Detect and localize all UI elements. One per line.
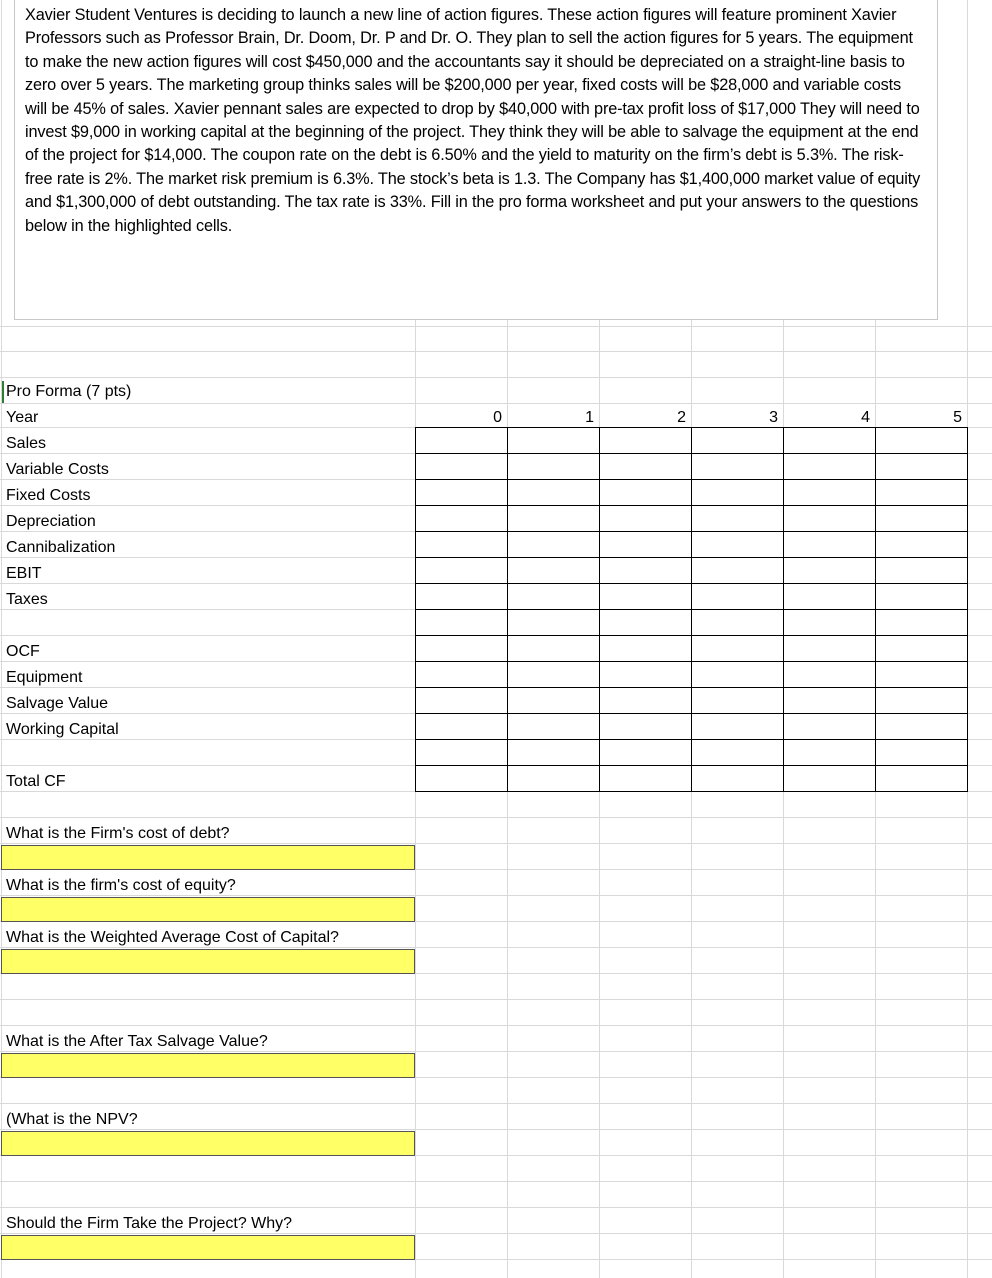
pf-cell-fixed-costs-year-5[interactable] xyxy=(875,479,968,506)
row-label-sales: Sales xyxy=(6,435,47,452)
year-4: 4 xyxy=(861,409,870,426)
answer-after-tax-salvage[interactable] xyxy=(1,1053,415,1078)
pf-cell-cannibalization-year-3[interactable] xyxy=(691,531,784,558)
year-2: 2 xyxy=(677,409,686,426)
pf-cell-salvage-value-year-4[interactable] xyxy=(783,687,876,714)
pf-cell-depreciation-year-4[interactable] xyxy=(783,505,876,532)
row-label-total-cf: Total CF xyxy=(6,773,66,790)
pf-cell-sales-year-0[interactable] xyxy=(415,427,508,454)
question-after-tax-salvage: What is the After Tax Salvage Value? xyxy=(6,1033,268,1050)
row-label-variable-costs: Variable Costs xyxy=(6,461,109,478)
pf-cell-cannibalization-year-5[interactable] xyxy=(875,531,968,558)
pf-cell-ebit-year-0[interactable] xyxy=(415,557,508,584)
problem-text-box[interactable] xyxy=(14,0,938,320)
pf-cell-cannibalization-year-1[interactable] xyxy=(507,531,600,558)
pf-cell-total-cf-year-1[interactable] xyxy=(507,765,600,792)
pf-cell-sales-year-3[interactable] xyxy=(691,427,784,454)
answer-take-project[interactable] xyxy=(1,1235,415,1260)
row-label-working-capital: Working Capital xyxy=(6,721,119,738)
pf-cell-fixed-costs-year-0[interactable] xyxy=(415,479,508,506)
pf-cell-ebit-year-1[interactable] xyxy=(507,557,600,584)
pf-cell-variable-costs-year-4[interactable] xyxy=(783,453,876,480)
pf-cell-depreciation-year-2[interactable] xyxy=(599,505,692,532)
pf-cell-salvage-value-year-5[interactable] xyxy=(875,687,968,714)
pf-cell-ocf-year-1[interactable] xyxy=(507,635,600,662)
pf-cell-salvage-value-year-1[interactable] xyxy=(507,687,600,714)
pf-cell-equipment-year-3[interactable] xyxy=(691,661,784,688)
pf-cell-blank2-year-4[interactable] xyxy=(783,739,876,766)
row-label-ocf: OCF xyxy=(6,643,40,660)
pf-cell-working-capital-year-5[interactable] xyxy=(875,713,968,740)
pf-cell-variable-costs-year-3[interactable] xyxy=(691,453,784,480)
pf-cell-equipment-year-0[interactable] xyxy=(415,661,508,688)
pf-cell-ocf-year-4[interactable] xyxy=(783,635,876,662)
pf-cell-salvage-value-year-2[interactable] xyxy=(599,687,692,714)
pf-cell-working-capital-year-0[interactable] xyxy=(415,713,508,740)
pro-forma-grid xyxy=(415,427,967,793)
pf-cell-ocf-year-5[interactable] xyxy=(875,635,968,662)
pf-cell-ocf-year-0[interactable] xyxy=(415,635,508,662)
pf-cell-sales-year-2[interactable] xyxy=(599,427,692,454)
pf-cell-fixed-costs-year-2[interactable] xyxy=(599,479,692,506)
pf-cell-depreciation-year-0[interactable] xyxy=(415,505,508,532)
pf-cell-ebit-year-3[interactable] xyxy=(691,557,784,584)
pf-cell-salvage-value-year-3[interactable] xyxy=(691,687,784,714)
row-label-depreciation: Depreciation xyxy=(6,513,96,530)
year-1: 1 xyxy=(585,409,594,426)
pf-cell-blank2-year-5[interactable] xyxy=(875,739,968,766)
question-take-project: Should the Firm Take the Project? Why? xyxy=(6,1215,293,1232)
pf-cell-blank1-year-1[interactable] xyxy=(507,609,600,636)
pf-cell-sales-year-5[interactable] xyxy=(875,427,968,454)
pf-cell-depreciation-year-3[interactable] xyxy=(691,505,784,532)
pf-cell-ocf-year-3[interactable] xyxy=(691,635,784,662)
pf-cell-blank2-year-0[interactable] xyxy=(415,739,508,766)
pf-cell-cannibalization-year-0[interactable] xyxy=(415,531,508,558)
selected-cell-marker xyxy=(2,381,4,403)
question-npv: (What is the NPV? xyxy=(6,1111,138,1128)
question-wacc: What is the Weighted Average Cost of Capital? xyxy=(6,929,339,946)
problem-statement: Xavier Student Ventures is deciding to launch a new line of action figures. These action figures will feature prominent Xavier Professors such as Professor Brain, Dr. Doom, Dr. P and Dr. O. They plan to sell the action figures for 5 years. The equipment to make the new action figures will cost $450,000 and the accountants say it should be depreciated on a straight-line basis to zero over 5 years. The marketing group thinks sales will be $200,000 per year, fixed costs will be $28,000 and variable costs will be 45% of sales. Xavier pennant sales are expected to drop by $40,000 with pre-tax profit loss of $17,000 They will need to invest $9,000 in working capital at the beginning of the project. They think they will be able to salvage the equipment at the end of the project for $14,000. The coupon rate on the debt is 6.50% and the yield to maturity on the firm’s debt is 5.3%. The risk-free rate is 2%. The market risk premium is 6.3%. The stock’s beta is 1.3. The Company has $1,400,000 market value of equity and $1,300,000 of debt outstanding. The tax rate is 33%. Fill in the pro forma worksheet and put your answers to the questions below in the highlighted cells. xyxy=(25,6,921,235)
pf-cell-blank1-year-2[interactable] xyxy=(599,609,692,636)
pf-cell-working-capital-year-2[interactable] xyxy=(599,713,692,740)
pf-cell-depreciation-year-1[interactable] xyxy=(507,505,600,532)
pf-cell-taxes-year-1[interactable] xyxy=(507,583,600,610)
pf-cell-ebit-year-2[interactable] xyxy=(599,557,692,584)
pf-cell-fixed-costs-year-1[interactable] xyxy=(507,479,600,506)
pf-cell-fixed-costs-year-3[interactable] xyxy=(691,479,784,506)
pf-cell-total-cf-year-5[interactable] xyxy=(875,765,968,792)
pf-cell-total-cf-year-4[interactable] xyxy=(783,765,876,792)
pf-cell-taxes-year-2[interactable] xyxy=(599,583,692,610)
pf-cell-blank2-year-3[interactable] xyxy=(691,739,784,766)
pf-cell-variable-costs-year-1[interactable] xyxy=(507,453,600,480)
pf-cell-variable-costs-year-0[interactable] xyxy=(415,453,508,480)
pf-cell-blank1-year-5[interactable] xyxy=(875,609,968,636)
pf-cell-ocf-year-2[interactable] xyxy=(599,635,692,662)
pf-cell-equipment-year-5[interactable] xyxy=(875,661,968,688)
pro-forma-title: Pro Forma (7 pts) xyxy=(6,383,132,400)
pf-cell-working-capital-year-1[interactable] xyxy=(507,713,600,740)
pf-cell-taxes-year-4[interactable] xyxy=(783,583,876,610)
pf-cell-equipment-year-2[interactable] xyxy=(599,661,692,688)
pf-cell-blank2-year-1[interactable] xyxy=(507,739,600,766)
row-label-salvage-value: Salvage Value xyxy=(6,695,108,712)
answer-cost-of-equity[interactable] xyxy=(1,897,415,922)
row-label-taxes: Taxes xyxy=(6,591,48,608)
answer-cost-of-debt[interactable] xyxy=(1,845,415,870)
question-cost-of-debt: What is the Firm's cost of debt? xyxy=(6,825,230,842)
question-cost-of-equity: What is the firm's cost of equity? xyxy=(6,877,236,894)
pf-cell-salvage-value-year-0[interactable] xyxy=(415,687,508,714)
pf-cell-depreciation-year-5[interactable] xyxy=(875,505,968,532)
year-5: 5 xyxy=(953,409,962,426)
pf-cell-equipment-year-1[interactable] xyxy=(507,661,600,688)
pf-cell-taxes-year-5[interactable] xyxy=(875,583,968,610)
pf-cell-variable-costs-year-2[interactable] xyxy=(599,453,692,480)
pf-cell-variable-costs-year-5[interactable] xyxy=(875,453,968,480)
pf-cell-sales-year-1[interactable] xyxy=(507,427,600,454)
pf-cell-fixed-costs-year-4[interactable] xyxy=(783,479,876,506)
pf-cell-working-capital-year-4[interactable] xyxy=(783,713,876,740)
year-0: 0 xyxy=(493,409,502,426)
pf-cell-working-capital-year-3[interactable] xyxy=(691,713,784,740)
pf-cell-cannibalization-year-4[interactable] xyxy=(783,531,876,558)
answer-npv[interactable] xyxy=(1,1131,415,1156)
pf-cell-equipment-year-4[interactable] xyxy=(783,661,876,688)
row-label-ebit: EBIT xyxy=(6,565,42,582)
pf-cell-cannibalization-year-2[interactable] xyxy=(599,531,692,558)
pf-cell-ebit-year-4[interactable] xyxy=(783,557,876,584)
pf-cell-blank2-year-2[interactable] xyxy=(599,739,692,766)
pf-cell-total-cf-year-2[interactable] xyxy=(599,765,692,792)
pf-cell-blank1-year-3[interactable] xyxy=(691,609,784,636)
pf-cell-total-cf-year-0[interactable] xyxy=(415,765,508,792)
pf-cell-total-cf-year-3[interactable] xyxy=(691,765,784,792)
pf-cell-ebit-year-5[interactable] xyxy=(875,557,968,584)
year-3: 3 xyxy=(769,409,778,426)
year-label: Year xyxy=(6,409,39,426)
row-label-cannibalization: Cannibalization xyxy=(6,539,116,556)
row-label-equipment: Equipment xyxy=(6,669,83,686)
pf-cell-taxes-year-3[interactable] xyxy=(691,583,784,610)
row-label-fixed-costs: Fixed Costs xyxy=(6,487,91,504)
pf-cell-taxes-year-0[interactable] xyxy=(415,583,508,610)
answer-wacc[interactable] xyxy=(1,949,415,974)
pf-cell-blank1-year-4[interactable] xyxy=(783,609,876,636)
pf-cell-blank1-year-0[interactable] xyxy=(415,609,508,636)
pf-cell-sales-year-4[interactable] xyxy=(783,427,876,454)
